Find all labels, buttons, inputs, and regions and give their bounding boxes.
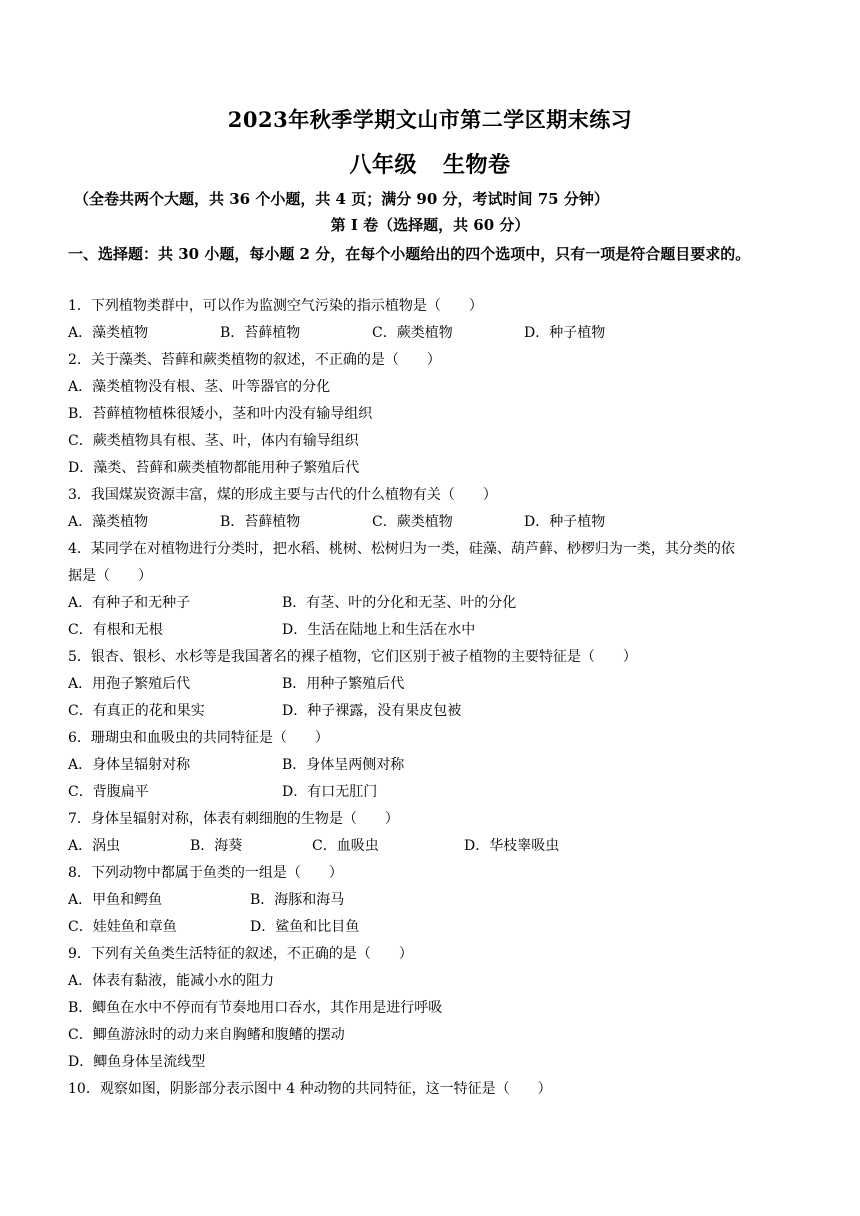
option: C．娃娃鱼和章鱼 (68, 919, 177, 935)
option: D．鲨鱼和比目鱼 (250, 919, 360, 935)
option: B．有茎、叶的分化和无茎、叶的分化 (282, 595, 517, 611)
question-stem: 4．某同学在对植物进行分类时，把水稻、桃树、松树归为一类，硅藻、葫芦藓、桫椤归为一类，其分类的依 (68, 541, 735, 557)
option: A．有种子和无种子 (68, 595, 191, 611)
option: D．有口无肛门 (282, 784, 378, 800)
option: C．有根和无根 (68, 622, 163, 638)
option: B．用种子繁殖后代 (282, 676, 405, 692)
question-stem: 7．身体呈辐射对称，体表有刺细胞的生物是（ ） (68, 811, 399, 827)
option: C．背腹扁平 (68, 784, 149, 800)
subject-label: 生物卷 (443, 152, 511, 178)
section-heading: 一、选择题：共 30 小题，每小题 2 分，在每个小题给出的四个选项中，只有一项是符合题目要求的。 (68, 245, 751, 263)
option: A．涡虫 (68, 838, 121, 854)
question-stem-continued: 据是（ ） (68, 568, 152, 584)
option: B．苔藓植物 (220, 514, 301, 530)
question-stem: 3．我国煤炭资源丰富，煤的形成主要与古代的什么植物有关（ ） (68, 487, 497, 503)
option: A．藻类植物 (68, 325, 149, 341)
option: C．蕨类植物 (372, 514, 453, 530)
option: C．有真正的花和果实 (68, 703, 205, 719)
option: D．种子裸露，没有果皮包被 (282, 703, 462, 719)
option: B．苔藓植物植株很矮小，茎和叶内没有输导组织 (68, 406, 373, 422)
option: D．藻类、苔藓和蕨类植物都能用种子繁殖后代 (68, 460, 360, 476)
option: B．海豚和海马 (250, 892, 345, 908)
exam-title: 2023年秋季学期文山市第二学区期末练习 (227, 107, 633, 132)
option: B．苔藓植物 (220, 325, 301, 341)
question-stem: 6．珊瑚虫和血吸虫的共同特征是（ ） (68, 730, 329, 746)
grade-label: 八年级 (349, 152, 417, 178)
option: C．蕨类植物 (372, 325, 453, 341)
option: A．甲鱼和鳄鱼 (68, 892, 163, 908)
option: B．身体呈两侧对称 (282, 757, 405, 773)
exam-info: （全卷共两个大题，共 36 个小题，共 4 页；满分 90 分，考试时间 75 分钟） (74, 190, 609, 208)
option: A．体表有黏液，能减小水的阻力 (68, 973, 275, 989)
option: D．生活在陆地上和生活在水中 (282, 622, 476, 638)
option: C．鲫鱼游泳时的动力来自胸鳍和腹鳍的摆动 (68, 1027, 345, 1043)
option: A．藻类植物没有根、茎、叶等器官的分化 (68, 379, 331, 395)
option: C．蕨类植物具有根、茎、叶，体内有输导组织 (68, 433, 359, 449)
option: A．藻类植物 (68, 514, 149, 530)
question-stem: 5．银杏、银杉、水杉等是我国著名的裸子植物，它们区别于被子植物的主要特征是（ ） (68, 649, 637, 665)
option: D．鲫鱼身体呈流线型 (68, 1054, 206, 1070)
question-stem: 1．下列植物类群中，可以作为监测空气污染的指示植物是（ ） (68, 298, 483, 314)
option: A．身体呈辐射对称 (68, 757, 191, 773)
question-stem: 8．下列动物中都属于鱼类的一组是（ ） (68, 865, 343, 881)
option: A．用孢子繁殖后代 (68, 676, 191, 692)
grade-subject-title (0, 148, 860, 179)
option: D．华枝睾吸虫 (464, 838, 560, 854)
option: B．鲫鱼在水中不停而有节奏地用口吞水，其作用是进行呼吸 (68, 1000, 443, 1016)
question-stem: 9．下列有关鱼类生活特征的叙述，不正确的是（ ） (68, 946, 413, 962)
part-heading: 第 I 卷（选择题，共 60 分） (330, 216, 530, 234)
option: D．种子植物 (524, 325, 606, 341)
option: C．血吸虫 (312, 838, 379, 854)
question-stem: 10．观察如图，阴影部分表示图中 4 种动物的共同特征，这一特征是（ ） (68, 1081, 552, 1097)
question-stem: 2．关于藻类、苔藓和蕨类植物的叙述，不正确的是（ ） (68, 352, 441, 368)
option: B．海葵 (190, 838, 243, 854)
option: D．种子植物 (524, 514, 606, 530)
